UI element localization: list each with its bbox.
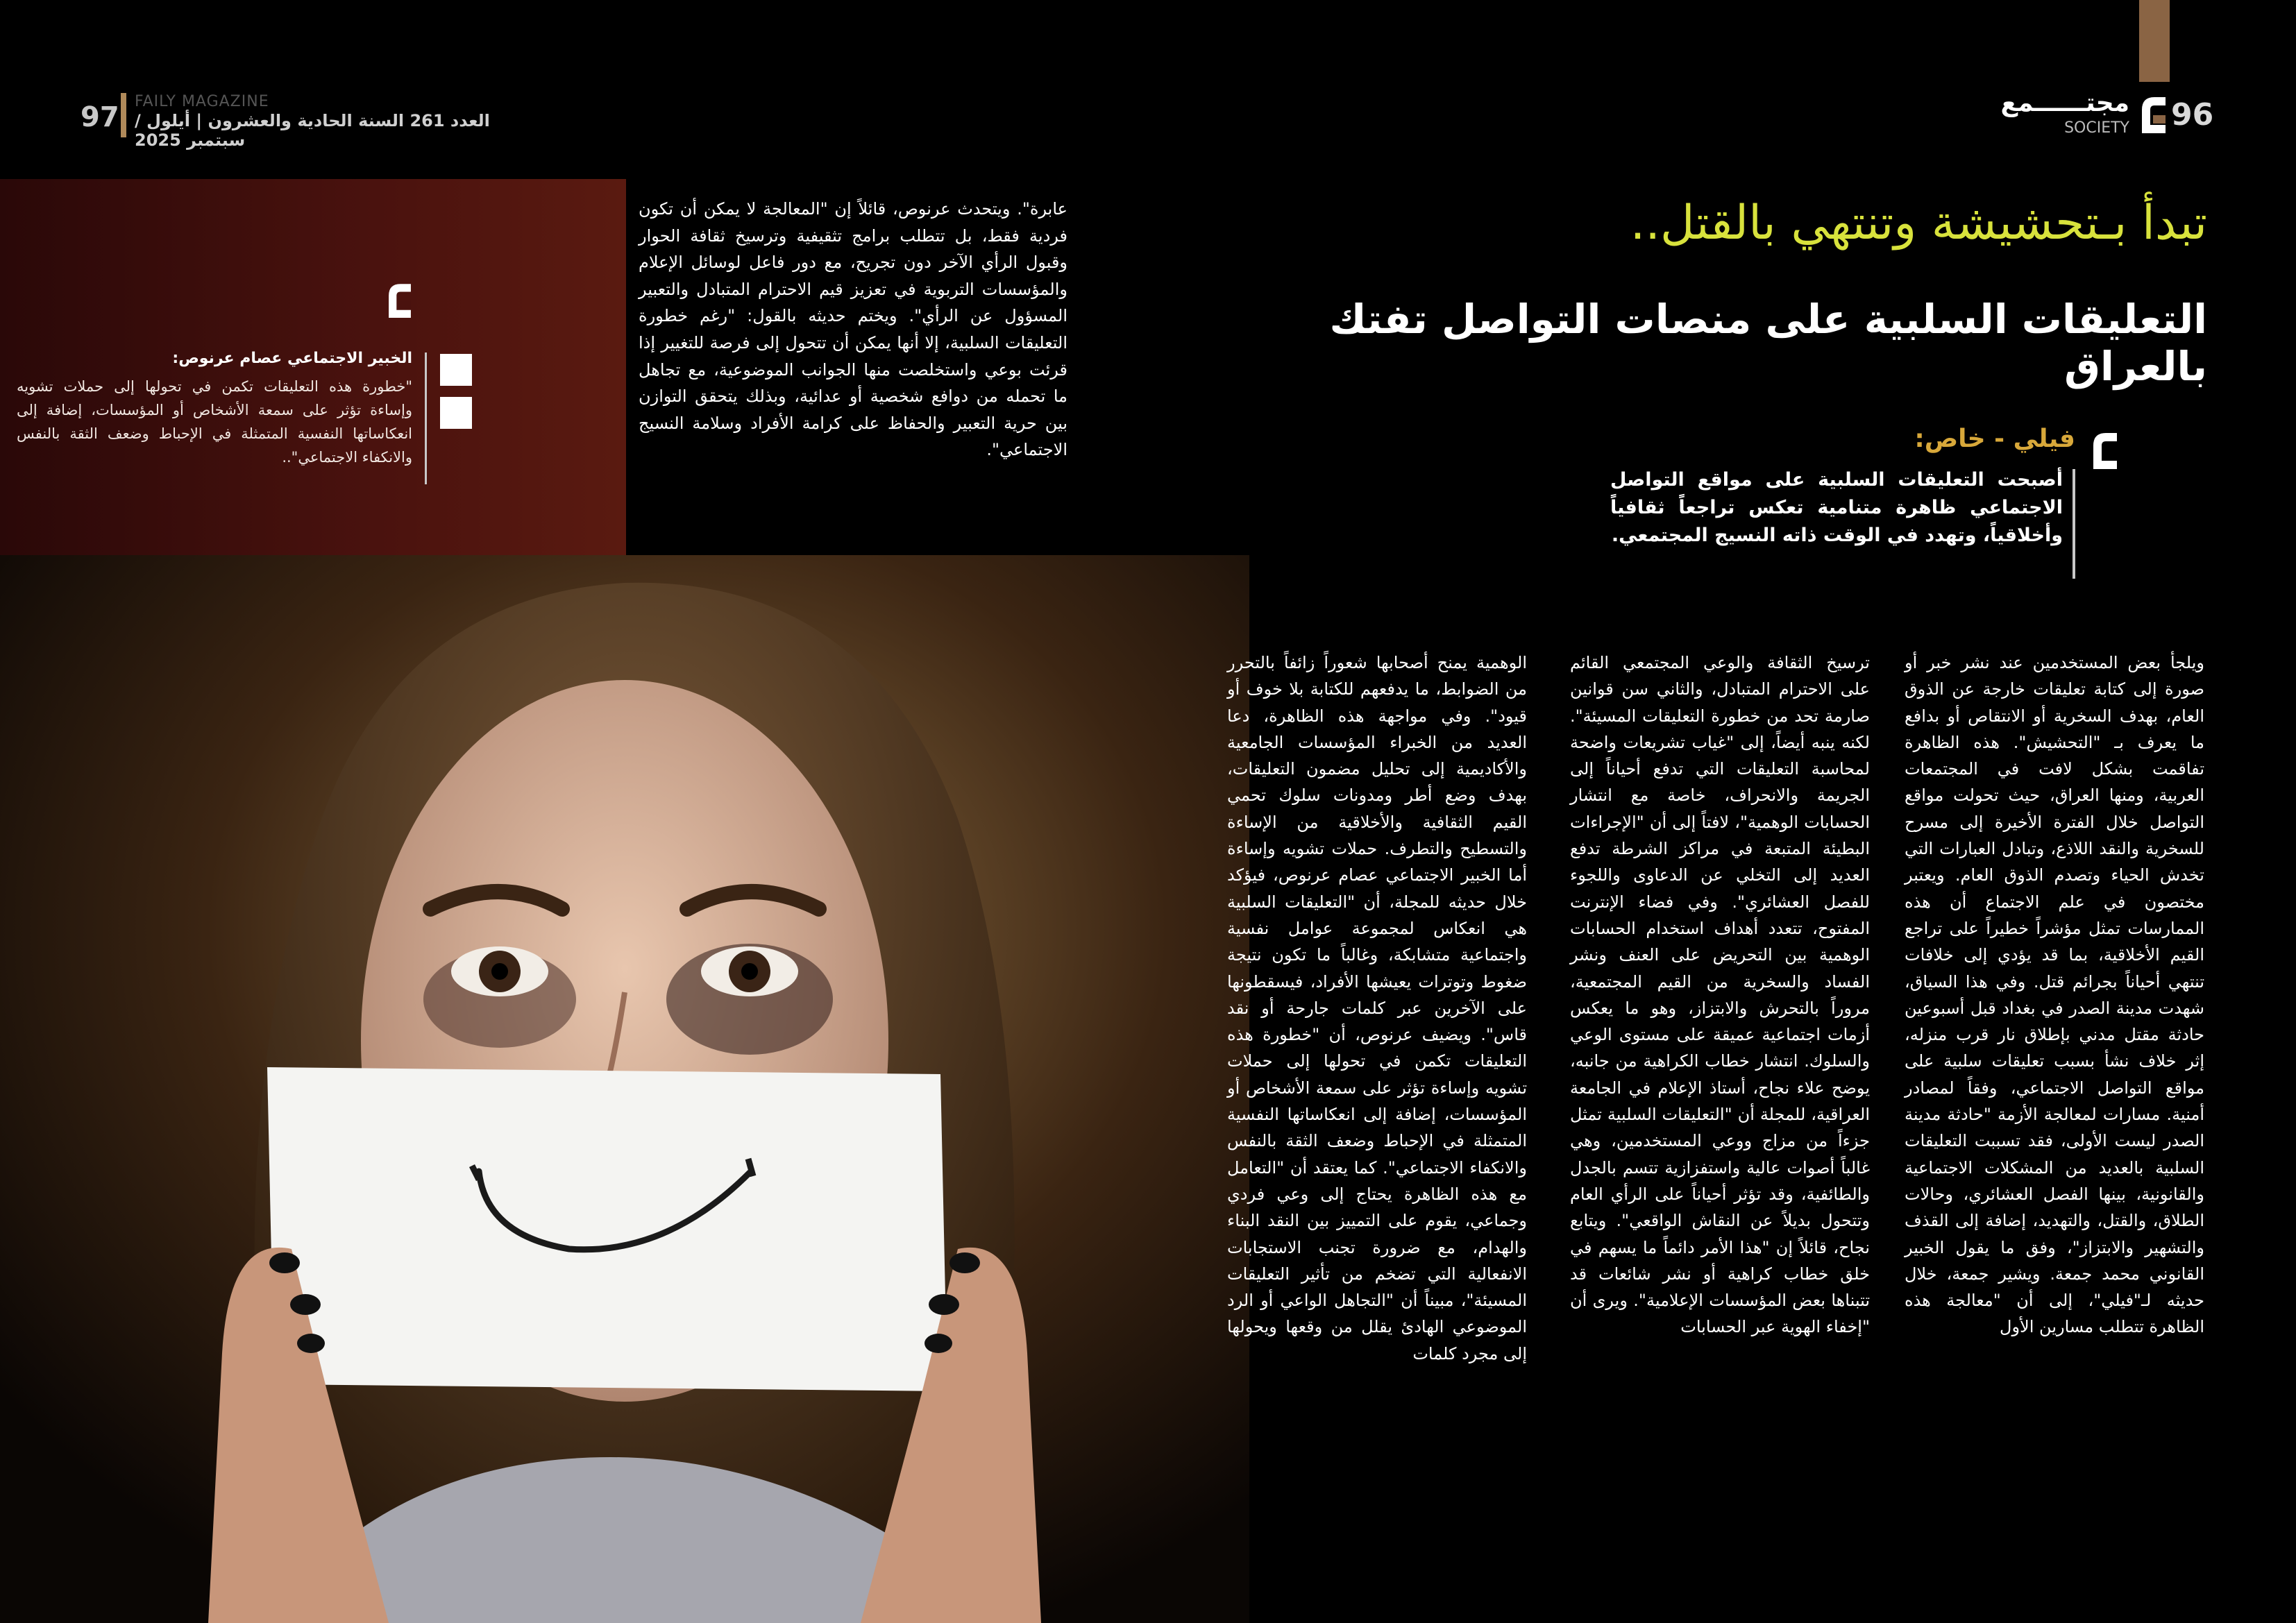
magazine-logo-icon (2088, 425, 2122, 469)
article-photo (0, 555, 1249, 1623)
section-name-arabic: مجتــــــمع (2000, 89, 2129, 117)
pull-quote-box (0, 179, 626, 555)
header-divider (121, 93, 126, 137)
pull-quote-title: الخبير الاجتماعي عصام عرنوص: (172, 350, 412, 367)
pull-quote-text: "خطورة هذه التعليقات تكمن في تحولها إلى حملات تشويه وإساءة تؤثر على سمعة الأشخاص أو المؤسسات، إضافة إلى انعكاساتها النفسية المتمثلة في الإحباط وضعف الثقة بالنفس والانكفاء الاجتماعي".. (17, 378, 412, 466)
article-column-continued: عابرة". ويتحدث عرنوص، قائلاً إن "المعالجة لا يمكن أن تكون فردية فقط، بل تتطلب برامج تثقيفية وترسيخ ثقافة الحوار وقبول الرأي الآخر دون تجريح، مع دور فاعل لوسائل الإعلام والمؤسسات التربوية في تعزيز قيم الاحترام المتبادل والتعبير المسؤول عن الرأي". ويختم حديثه بالقول: "رغم خطورة التعليقات السلبية، إلا أنها يمكن أن تتحول إلى فرصة للتغيير إذا قرئت بوعي واستخلصت منها الجوانب الموضوعية، مع تجاهل ما تحمله من دوافع شخصية أو عدائية، وبذلك يتحقق التوازن بين حرية التعبير والحفاظ على كرامة الأفراد وسلامة النسيج الاجتماعي". (639, 199, 1067, 460)
magazine-name: FAILY MAGAZINE (135, 93, 269, 110)
article-lede: أصبحت التعليقات السلبية على مواقع التواصل الاجتماعي ظاهرة متنامية تعكس تراجعاً ثقافياً وأخلاقياً، وتهدد في الوقت ذاته النسيج المجتمعي. (1610, 469, 2063, 546)
magazine-logo-icon (383, 276, 416, 318)
article-column-1: ويلجأ بعض المستخدمين عند نشر خبر أو صورة إلى كتابة تعليقات خارجة عن الذوق العام، بهدف السخرية أو الانتقاص أو بدافع ما يعرف بـ "التحشيش". هذه الظاهرة تفاقمت بشكل لافت في المجتمعات العربية، ومنها العراق، حيث تحولت مواقع التواصل خلال الفترة الأخيرة إلى مسرح للسخرية والنقد اللاذع، وتبادل العبارات التي تخدش الحياء وتصدم الذوق العام. ويعتبر مختصون في علم الاجتماع أن هذه الممارسات تمثل مؤشراً خطيراً على تراجع القيم الأخلاقية، بما قد يؤدي إلى خلافات تنتهي أحياناً بجرائم قتل. وفي هذا السياق، شهدت مدينة الصدر في بغداد قبل أسبوعين حادثة مقتل مدني بإطلاق نار قرب منزله، إثر خلاف نشأ بسبب تعليقات سلبية على مواقع التواصل الاجتماعي، وفقاً لمصادر أمنية. مسارات لمعالجة الأزمة "حادثة مدينة الصدر ليست الأولى، فقد تسببت التعليقات السلبية بالعديد من المشكلات الاجتماعية والقانونية، بينها الفصل العشائري، وحالات الطلاق، والقتل، والتهديد، إضافة إلى القذف والتشهير والابتزاز"، وفق ما يقول الخبير القانوني محمد جمعة. ويشير جمعة، خلال حديثه لـ"فيلي"، إلى أن "معالجة هذه الظاهرة تتطلب مسارين الأول (1905, 653, 2204, 1337)
right-page-number: 96 (2171, 97, 2214, 133)
section-accent-tab (2139, 0, 2170, 82)
issue-info: العدد 261 السنة الحادية والعشرون | أيلول / سبتمبر 2025 (135, 111, 490, 150)
quote-mark-square (440, 397, 472, 429)
quote-divider (425, 352, 427, 484)
lede-divider (2073, 469, 2075, 579)
article-title: التعليقات السلبية على منصات التواصل تفتك بالعراق (1329, 296, 2207, 390)
article-byline: فيلي - خاص: (1914, 425, 2075, 453)
article-kicker: تبدأ بـتحشيشة وتنتهي بالقتل.. (1630, 196, 2207, 250)
article-column-3: الوهمية يمنح أصحابها شعوراً زائفاً بالتحرر من الضوابط، ما يدفعهم للكتابة بلا خوف أو قيود". وفي مواجهة هذه الظاهرة، دعا العديد من الخبراء المؤسسات الجامعية والأكاديمية إلى تحليل مضمون التعليقات، بهدف وضع أطر ومدونات سلوك تحمي القيم الثقافية والأخلاقية من الإساءة والتسطيح والتطرف. حملات تشويه وإساءة أما الخبير الاجتماعي عصام عرنوص، فيؤكد خلال حديثه للمجلة، أن "التعليقات السلبية هي انعكاس لمجموعة عوامل نفسية واجتماعية متشابكة، وغالباً ما تكون نتيجة ضغوط وتوترات يعيشها الأفراد، فيسقطونها على الآخرين عبر كلمات جارحة أو نقد قاس". ويضيف عرنوص، أن "خطورة هذه التعليقات تكمن في تحولها إلى حملات تشويه وإساءة تؤثر على سمعة الأشخاص أو المؤسسات، إضافة إلى انعكاساتها النفسية المتمثلة في الإحباط وضعف الثقة بالنفس والانكفاء الاجتماعي". كما يعتقد أن "التعامل مع هذه الظاهرة يحتاج إلى وعي فردي وجماعي، يقوم على التمييز بين النقد البناء والهدام، مع ضرورة تجنب الاستجابات الانفعالية التي تضخم من تأثير التعليقات المسيئة"، مبيناً أن "التجاهل الواعي أو الرد الموضوعي الهادئ يقلل من وقعها ويحولها إلى مجرد كلمات (1227, 653, 1527, 1363)
magazine-logo-icon (2138, 89, 2170, 133)
section-name-english: SOCIETY (2064, 119, 2129, 137)
quote-mark-square (440, 354, 472, 386)
left-page-number: 97 (81, 101, 119, 133)
article-column-2: ترسيخ الثقافة والوعي المجتمعي القائم على الاحترام المتبادل، والثاني سن قوانين صارمة تحد من خطورة التعليقات المسيئة". لكنه ينبه أيضاً، إلى "غياب تشريعات واضحة لمحاسبة التعليقات التي تدفع أحياناً إلى الجريمة والانحراف، خاصة مع انتشار الحسابات الوهمية"، لافتاً إلى أن "الإجراءات البطيئة المتبعة في مراكز الشرطة تدفع العديد إلى التخلي عن الدعاوى واللجوء للفصل العشائري". وفي فضاء الإنترنت المفتوح، تتعدد أهداف استخدام الحسابات الوهمية بين التحريض على العنف ونشر الفساد والسخرية من القيم المجتمعية، مروراً بالتحرش والابتزاز، وهو ما يعكس أزمات اجتماعية عميقة على مستوى الوعي والسلوك. انتشار خطاب الكراهية من جانبه، يوضح علاء نجاح، أستاذ الإعلام في الجامعة العراقية، للمجلة أن "التعليقات السلبية تمثل جزءاً من مزاج ووعي المستخدمين، وهي غالباً أصوات عالية واستفزازية تتسم بالجدل والطائفية، وقد تؤثر أحياناً على الرأي العام وتتحول بديلاً عن النقاش الواقعي". ويتابع نجاح، قائلاً إن "هذا الأمر دائماً ما يسهم في خلق خطاب كراهية أو نشر شائعات قد تتبناها بعض المؤسسات الإعلامية". ويرى أن "إخفاء الهوية عبر الحسابات (1570, 653, 1870, 1337)
